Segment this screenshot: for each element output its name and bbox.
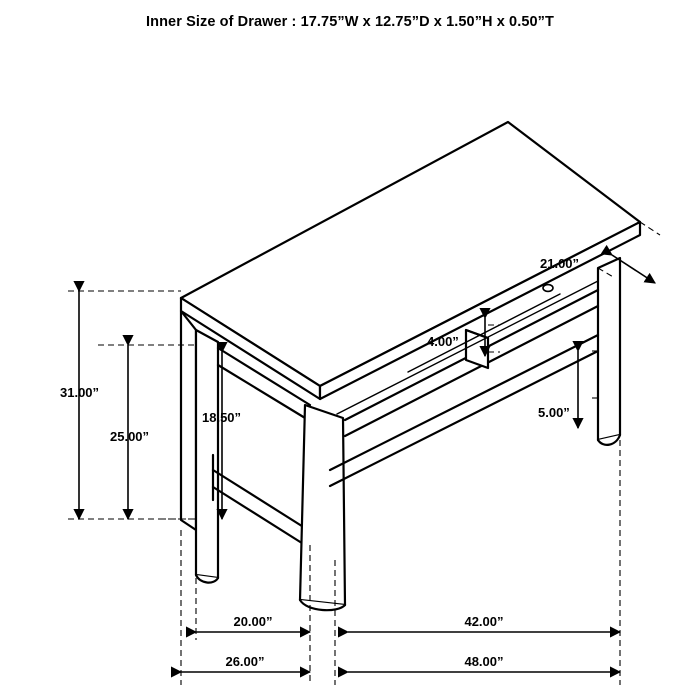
dim-label-25: 25.00”	[110, 429, 150, 444]
dim-label-21: 21.00”	[540, 256, 580, 271]
left-side-lower-rail	[213, 470, 305, 528]
desk-illustration	[181, 122, 640, 610]
page-title: Inner Size of Drawer : 17.75”W x 12.75”D x 1.50”H x 0.50”T	[146, 14, 554, 30]
left-side-panel	[181, 311, 196, 530]
dim-label-31: 31.00”	[60, 385, 100, 400]
dim-label-42: 42.00”	[464, 614, 504, 629]
dim-label-26: 26.00”	[225, 654, 265, 669]
center-front-leg	[300, 405, 345, 605]
left-rear-leg	[196, 330, 218, 578]
dim-label-18-50: 18.50”	[202, 410, 242, 425]
dim-label-48: 48.00”	[464, 654, 504, 669]
dim-label-20: 20.00”	[233, 614, 273, 629]
dim-label-5: 5.00”	[538, 405, 570, 420]
drawer-knob-icon	[543, 285, 553, 292]
right-rear-leg	[598, 258, 620, 440]
left-side-lower-rail-bottom	[213, 487, 305, 545]
dim-label-4: 4.00”	[427, 334, 459, 349]
